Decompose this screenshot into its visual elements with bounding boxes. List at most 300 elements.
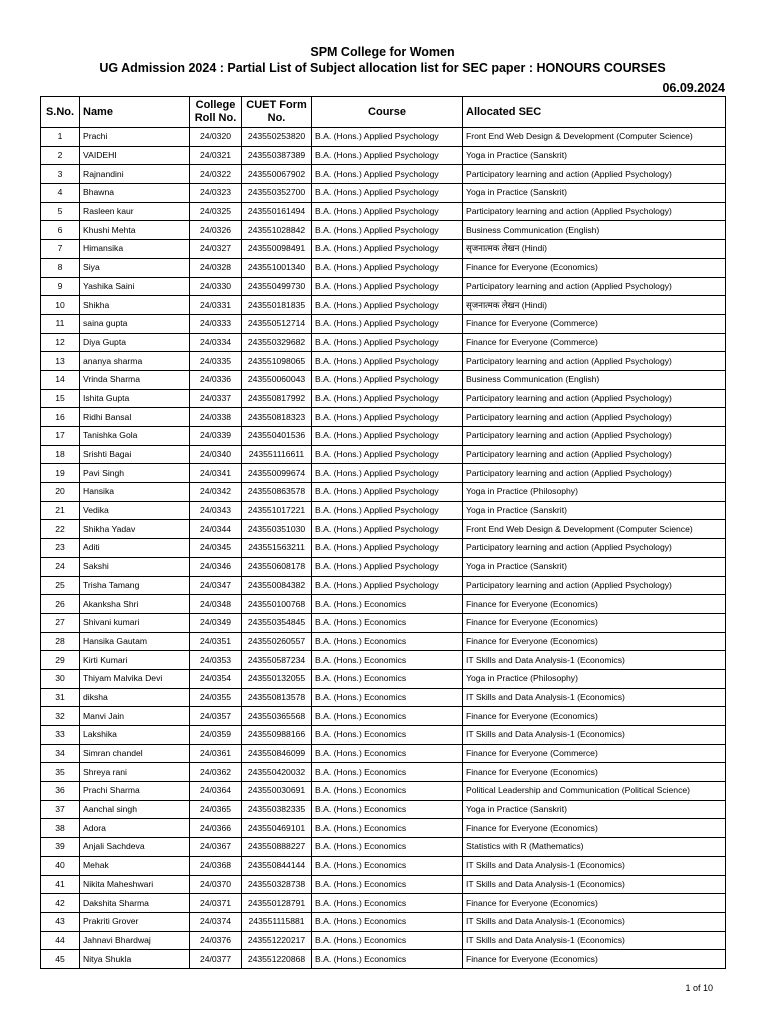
cell-roll-no: 24/0337 <box>190 389 242 408</box>
table-row <box>41 389 726 408</box>
cell-course: B.A. (Hons.) Economics <box>312 875 463 894</box>
cell-course: B.A. (Hons.) Applied Psychology <box>312 389 463 408</box>
cell-name: Shikha <box>80 296 190 315</box>
table-row <box>41 445 726 464</box>
cell-sno: 11 <box>41 314 80 333</box>
cell-course: B.A. (Hons.) Economics <box>312 950 463 969</box>
cell-name: ananya sharma <box>80 352 190 371</box>
table-row <box>41 856 726 875</box>
cell-course: B.A. (Hons.) Economics <box>312 744 463 763</box>
cell-name: Dakshita Sharma <box>80 894 190 913</box>
cell-roll-no: 24/0330 <box>190 277 242 296</box>
cell-roll-no: 24/0334 <box>190 333 242 352</box>
cell-name: Manvi Jain <box>80 707 190 726</box>
cell-name: Srishti Bagai <box>80 445 190 464</box>
table-row <box>41 464 726 483</box>
cell-roll-no: 24/0351 <box>190 632 242 651</box>
cell-cuet-form-no: 243550844144 <box>242 856 312 875</box>
cell-roll-no: 24/0347 <box>190 576 242 595</box>
cell-sno: 36 <box>41 782 80 801</box>
document-date: 06.09.2024 <box>662 81 725 95</box>
table-row <box>41 146 726 165</box>
cell-course: B.A. (Hons.) Applied Psychology <box>312 165 463 184</box>
cell-sno: 9 <box>41 277 80 296</box>
cell-course: B.A. (Hons.) Applied Psychology <box>312 483 463 502</box>
cell-name: Ridhi Bansal <box>80 408 190 427</box>
cell-name: diksha <box>80 688 190 707</box>
cell-allocated-sec: सृजनात्मक लेखन (Hindi) <box>463 296 726 315</box>
cell-allocated-sec: सृजनात्मक लेखन (Hindi) <box>463 240 726 259</box>
cell-name: Hansika Gautam <box>80 632 190 651</box>
cell-roll-no: 24/0323 <box>190 184 242 203</box>
cell-cuet-form-no: 243550128791 <box>242 894 312 913</box>
cell-course: B.A. (Hons.) Applied Psychology <box>312 352 463 371</box>
cell-name: Shivani kumari <box>80 613 190 632</box>
table-row <box>41 912 726 931</box>
cell-sno: 34 <box>41 744 80 763</box>
cell-name: Vedika <box>80 501 190 520</box>
cell-cuet-form-no: 243550067902 <box>242 165 312 184</box>
cell-allocated-sec: Business Communication (English) <box>463 370 726 389</box>
cell-roll-no: 24/0322 <box>190 165 242 184</box>
cell-sno: 32 <box>41 707 80 726</box>
cell-course: B.A. (Hons.) Applied Psychology <box>312 464 463 483</box>
cell-name: Akanksha Shri <box>80 595 190 614</box>
cell-roll-no: 24/0353 <box>190 651 242 670</box>
cell-allocated-sec: IT Skills and Data Analysis-1 (Economics) <box>463 912 726 931</box>
cell-cuet-form-no: 243550060043 <box>242 370 312 389</box>
cell-course: B.A. (Hons.) Applied Psychology <box>312 146 463 165</box>
cell-cuet-form-no: 243550161494 <box>242 202 312 221</box>
cell-sno: 20 <box>41 483 80 502</box>
cell-course: B.A. (Hons.) Economics <box>312 726 463 745</box>
table-row <box>41 950 726 969</box>
cell-roll-no: 24/0328 <box>190 258 242 277</box>
cell-cuet-form-no: 243550863578 <box>242 483 312 502</box>
col-header-roll-line1: College <box>195 99 236 111</box>
table-row <box>41 651 726 670</box>
cell-sno: 30 <box>41 669 80 688</box>
cell-roll-no: 24/0346 <box>190 557 242 576</box>
cell-course: B.A. (Hons.) Economics <box>312 894 463 913</box>
table-row <box>41 707 726 726</box>
col-header-cuet <box>242 97 312 128</box>
cell-course: B.A. (Hons.) Economics <box>312 763 463 782</box>
document-title: UG Admission 2024 : Partial List of Subject allocation list for SEC paper : HONOURS COURSES <box>99 61 666 75</box>
cell-name: VAIDEHI <box>80 146 190 165</box>
cell-course: B.A. (Hons.) Applied Psychology <box>312 576 463 595</box>
cell-cuet-form-no: 243550098491 <box>242 240 312 259</box>
cell-sno: 28 <box>41 632 80 651</box>
cell-allocated-sec: Front End Web Design & Development (Computer Science) <box>463 128 726 147</box>
cell-allocated-sec: Participatory learning and action (Applied Psychology) <box>463 539 726 558</box>
table-row <box>41 595 726 614</box>
cell-course: B.A. (Hons.) Applied Psychology <box>312 240 463 259</box>
table-row <box>41 875 726 894</box>
cell-allocated-sec: Finance for Everyone (Economics) <box>463 707 726 726</box>
col-header-roll-line2: Roll No. <box>194 112 237 124</box>
cell-cuet-form-no: 243551115881 <box>242 912 312 931</box>
cell-allocated-sec: Political Leadership and Communication (Political Science) <box>463 782 726 801</box>
cell-course: B.A. (Hons.) Economics <box>312 595 463 614</box>
cell-course: B.A. (Hons.) Economics <box>312 838 463 857</box>
col-header-cuet-line2: No. <box>267 112 286 124</box>
cell-cuet-form-no: 243550352700 <box>242 184 312 203</box>
cell-cuet-form-no: 243550132055 <box>242 669 312 688</box>
cell-roll-no: 24/0340 <box>190 445 242 464</box>
table-row <box>41 669 726 688</box>
cell-sno: 42 <box>41 894 80 913</box>
table-row <box>41 240 726 259</box>
cell-allocated-sec: Yoga in Practice (Sanskrit) <box>463 146 726 165</box>
cell-roll-no: 24/0325 <box>190 202 242 221</box>
cell-allocated-sec: Yoga in Practice (Sanskrit) <box>463 501 726 520</box>
cell-allocated-sec: Statistics with R (Mathematics) <box>463 838 726 857</box>
cell-name: Pavi Singh <box>80 464 190 483</box>
table-row <box>41 539 726 558</box>
cell-course: B.A. (Hons.) Applied Psychology <box>312 202 463 221</box>
cell-cuet-form-no: 243551116611 <box>242 445 312 464</box>
cell-sno: 22 <box>41 520 80 539</box>
table-row <box>41 819 726 838</box>
cell-sno: 2 <box>41 146 80 165</box>
cell-cuet-form-no: 243550512714 <box>242 314 312 333</box>
table-row <box>41 352 726 371</box>
cell-cuet-form-no: 243551563211 <box>242 539 312 558</box>
cell-course: B.A. (Hons.) Applied Psychology <box>312 445 463 464</box>
cell-name: Ishita Gupta <box>80 389 190 408</box>
cell-sno: 39 <box>41 838 80 857</box>
cell-roll-no: 24/0326 <box>190 221 242 240</box>
cell-allocated-sec: IT Skills and Data Analysis-1 (Economics) <box>463 931 726 950</box>
cell-roll-no: 24/0371 <box>190 894 242 913</box>
cell-cuet-form-no: 243550813578 <box>242 688 312 707</box>
col-header-sec: Allocated SEC <box>463 97 726 128</box>
col-header-name: Name <box>80 97 190 128</box>
cell-sno: 35 <box>41 763 80 782</box>
cell-name: Himansika <box>80 240 190 259</box>
cell-roll-no: 24/0320 <box>190 128 242 147</box>
allocation-table <box>40 96 726 969</box>
cell-allocated-sec: Yoga in Practice (Sanskrit) <box>463 184 726 203</box>
cell-roll-no: 24/0327 <box>190 240 242 259</box>
cell-name: Lakshika <box>80 726 190 745</box>
cell-cuet-form-no: 243551001340 <box>242 258 312 277</box>
document-header <box>40 44 725 76</box>
cell-cuet-form-no: 243550382335 <box>242 800 312 819</box>
cell-course: B.A. (Hons.) Applied Psychology <box>312 520 463 539</box>
cell-name: Tanishka Gola <box>80 427 190 446</box>
cell-cuet-form-no: 243551220868 <box>242 950 312 969</box>
cell-allocated-sec: Finance for Everyone (Economics) <box>463 950 726 969</box>
cell-name: Jahnavi Bhardwaj <box>80 931 190 950</box>
cell-sno: 8 <box>41 258 80 277</box>
cell-roll-no: 24/0359 <box>190 726 242 745</box>
cell-allocated-sec: Finance for Everyone (Commerce) <box>463 314 726 333</box>
cell-roll-no: 24/0335 <box>190 352 242 371</box>
cell-sno: 10 <box>41 296 80 315</box>
table-row <box>41 165 726 184</box>
table-row <box>41 221 726 240</box>
cell-course: B.A. (Hons.) Applied Psychology <box>312 408 463 427</box>
cell-name: Nitya Shukla <box>80 950 190 969</box>
cell-name: saina gupta <box>80 314 190 333</box>
cell-course: B.A. (Hons.) Applied Psychology <box>312 184 463 203</box>
cell-sno: 16 <box>41 408 80 427</box>
cell-allocated-sec: Yoga in Practice (Philosophy) <box>463 669 726 688</box>
table-row <box>41 277 726 296</box>
cell-sno: 44 <box>41 931 80 950</box>
cell-course: B.A. (Hons.) Economics <box>312 669 463 688</box>
cell-course: B.A. (Hons.) Applied Psychology <box>312 370 463 389</box>
page-number: 1 of 10 <box>685 983 713 993</box>
cell-roll-no: 24/0343 <box>190 501 242 520</box>
table-row <box>41 894 726 913</box>
cell-cuet-form-no: 243550469101 <box>242 819 312 838</box>
cell-roll-no: 24/0357 <box>190 707 242 726</box>
cell-roll-no: 24/0336 <box>190 370 242 389</box>
table-row <box>41 408 726 427</box>
table-row <box>41 501 726 520</box>
table-row <box>41 520 726 539</box>
cell-allocated-sec: IT Skills and Data Analysis-1 (Economics) <box>463 726 726 745</box>
table-row <box>41 184 726 203</box>
cell-cuet-form-no: 243550817992 <box>242 389 312 408</box>
cell-cuet-form-no: 243550420032 <box>242 763 312 782</box>
col-header-roll <box>190 97 242 128</box>
cell-allocated-sec: Participatory learning and action (Applied Psychology) <box>463 445 726 464</box>
cell-sno: 23 <box>41 539 80 558</box>
cell-allocated-sec: Yoga in Practice (Sanskrit) <box>463 800 726 819</box>
cell-roll-no: 24/0362 <box>190 763 242 782</box>
cell-cuet-form-no: 243550499730 <box>242 277 312 296</box>
cell-roll-no: 24/0345 <box>190 539 242 558</box>
cell-sno: 38 <box>41 819 80 838</box>
cell-cuet-form-no: 243550988166 <box>242 726 312 745</box>
cell-name: Bhawna <box>80 184 190 203</box>
cell-course: B.A. (Hons.) Economics <box>312 707 463 726</box>
cell-roll-no: 24/0368 <box>190 856 242 875</box>
cell-course: B.A. (Hons.) Applied Psychology <box>312 333 463 352</box>
cell-course: B.A. (Hons.) Applied Psychology <box>312 296 463 315</box>
cell-cuet-form-no: 243550329682 <box>242 333 312 352</box>
cell-sno: 40 <box>41 856 80 875</box>
cell-sno: 4 <box>41 184 80 203</box>
table-row <box>41 128 726 147</box>
cell-roll-no: 24/0374 <box>190 912 242 931</box>
table-row <box>41 688 726 707</box>
cell-cuet-form-no: 243550253820 <box>242 128 312 147</box>
cell-course: B.A. (Hons.) Economics <box>312 632 463 651</box>
cell-cuet-form-no: 243550181835 <box>242 296 312 315</box>
cell-sno: 13 <box>41 352 80 371</box>
cell-roll-no: 24/0377 <box>190 950 242 969</box>
cell-cuet-form-no: 243550818323 <box>242 408 312 427</box>
cell-course: B.A. (Hons.) Economics <box>312 613 463 632</box>
cell-allocated-sec: Finance for Everyone (Economics) <box>463 763 726 782</box>
cell-name: Prakriti Grover <box>80 912 190 931</box>
cell-allocated-sec: Participatory learning and action (Applied Psychology) <box>463 576 726 595</box>
cell-allocated-sec: IT Skills and Data Analysis-1 (Economics) <box>463 651 726 670</box>
cell-name: Aanchal singh <box>80 800 190 819</box>
cell-sno: 7 <box>41 240 80 259</box>
cell-name: Prachi Sharma <box>80 782 190 801</box>
cell-name: Anjali Sachdeva <box>80 838 190 857</box>
cell-allocated-sec: IT Skills and Data Analysis-1 (Economics) <box>463 875 726 894</box>
cell-name: Yashika Saini <box>80 277 190 296</box>
cell-roll-no: 24/0364 <box>190 782 242 801</box>
cell-name: Thiyam Malvika Devi <box>80 669 190 688</box>
cell-cuet-form-no: 243550354845 <box>242 613 312 632</box>
table-row <box>41 483 726 502</box>
cell-name: Siya <box>80 258 190 277</box>
table-row <box>41 314 726 333</box>
cell-roll-no: 24/0354 <box>190 669 242 688</box>
cell-cuet-form-no: 243550888227 <box>242 838 312 857</box>
cell-roll-no: 24/0331 <box>190 296 242 315</box>
cell-sno: 33 <box>41 726 80 745</box>
cell-allocated-sec: Finance for Everyone (Economics) <box>463 819 726 838</box>
cell-name: Shreya rani <box>80 763 190 782</box>
cell-name: Khushi Mehta <box>80 221 190 240</box>
cell-sno: 41 <box>41 875 80 894</box>
cell-name: Prachi <box>80 128 190 147</box>
cell-roll-no: 24/0342 <box>190 483 242 502</box>
table-row <box>41 427 726 446</box>
cell-roll-no: 24/0333 <box>190 314 242 333</box>
cell-name: Vrinda Sharma <box>80 370 190 389</box>
cell-course: B.A. (Hons.) Applied Psychology <box>312 221 463 240</box>
table-row <box>41 296 726 315</box>
cell-sno: 45 <box>41 950 80 969</box>
cell-sno: 27 <box>41 613 80 632</box>
cell-allocated-sec: Yoga in Practice (Sanskrit) <box>463 557 726 576</box>
cell-cuet-form-no: 243550084382 <box>242 576 312 595</box>
cell-cuet-form-no: 243550365568 <box>242 707 312 726</box>
cell-name: Hansika <box>80 483 190 502</box>
cell-cuet-form-no: 243550401536 <box>242 427 312 446</box>
table-row <box>41 800 726 819</box>
cell-course: B.A. (Hons.) Applied Psychology <box>312 539 463 558</box>
cell-allocated-sec: Finance for Everyone (Economics) <box>463 595 726 614</box>
cell-roll-no: 24/0370 <box>190 875 242 894</box>
cell-allocated-sec: Participatory learning and action (Applied Psychology) <box>463 427 726 446</box>
cell-cuet-form-no: 243551098065 <box>242 352 312 371</box>
cell-sno: 29 <box>41 651 80 670</box>
cell-allocated-sec: Finance for Everyone (Economics) <box>463 613 726 632</box>
cell-course: B.A. (Hons.) Economics <box>312 651 463 670</box>
cell-course: B.A. (Hons.) Applied Psychology <box>312 128 463 147</box>
table-row <box>41 726 726 745</box>
table-row <box>41 576 726 595</box>
table-row <box>41 333 726 352</box>
cell-name: Kirti Kumari <box>80 651 190 670</box>
table-row <box>41 613 726 632</box>
cell-allocated-sec: Participatory learning and action (Applied Psychology) <box>463 408 726 427</box>
cell-sno: 6 <box>41 221 80 240</box>
cell-sno: 3 <box>41 165 80 184</box>
cell-allocated-sec: Yoga in Practice (Philosophy) <box>463 483 726 502</box>
cell-roll-no: 24/0349 <box>190 613 242 632</box>
cell-roll-no: 24/0376 <box>190 931 242 950</box>
table-row <box>41 370 726 389</box>
cell-allocated-sec: Finance for Everyone (Economics) <box>463 258 726 277</box>
cell-sno: 37 <box>41 800 80 819</box>
cell-sno: 18 <box>41 445 80 464</box>
cell-allocated-sec: Participatory learning and action (Applied Psychology) <box>463 352 726 371</box>
cell-name: Aditi <box>80 539 190 558</box>
cell-cuet-form-no: 243550100768 <box>242 595 312 614</box>
table-row <box>41 557 726 576</box>
cell-name: Mehak <box>80 856 190 875</box>
cell-name: Rajnandini <box>80 165 190 184</box>
cell-cuet-form-no: 243550351030 <box>242 520 312 539</box>
cell-course: B.A. (Hons.) Economics <box>312 931 463 950</box>
cell-allocated-sec: Business Communication (English) <box>463 221 726 240</box>
cell-allocated-sec: Participatory learning and action (Applied Psychology) <box>463 277 726 296</box>
cell-roll-no: 24/0367 <box>190 838 242 857</box>
table-row <box>41 838 726 857</box>
cell-allocated-sec: Finance for Everyone (Economics) <box>463 632 726 651</box>
table-row <box>41 931 726 950</box>
cell-sno: 25 <box>41 576 80 595</box>
cell-cuet-form-no: 243550328738 <box>242 875 312 894</box>
college-name: SPM College for Women <box>310 45 455 59</box>
cell-sno: 17 <box>41 427 80 446</box>
cell-roll-no: 24/0348 <box>190 595 242 614</box>
cell-sno: 19 <box>41 464 80 483</box>
cell-course: B.A. (Hons.) Applied Psychology <box>312 427 463 446</box>
cell-course: B.A. (Hons.) Economics <box>312 819 463 838</box>
cell-sno: 12 <box>41 333 80 352</box>
cell-roll-no: 24/0344 <box>190 520 242 539</box>
cell-sno: 15 <box>41 389 80 408</box>
cell-cuet-form-no: 243551017221 <box>242 501 312 520</box>
cell-allocated-sec: Front End Web Design & Development (Computer Science) <box>463 520 726 539</box>
cell-sno: 1 <box>41 128 80 147</box>
cell-sno: 31 <box>41 688 80 707</box>
cell-sno: 24 <box>41 557 80 576</box>
cell-cuet-form-no: 243550587234 <box>242 651 312 670</box>
cell-roll-no: 24/0365 <box>190 800 242 819</box>
cell-course: B.A. (Hons.) Applied Psychology <box>312 501 463 520</box>
cell-allocated-sec: Finance for Everyone (Commerce) <box>463 333 726 352</box>
cell-sno: 14 <box>41 370 80 389</box>
cell-sno: 43 <box>41 912 80 931</box>
cell-allocated-sec: IT Skills and Data Analysis-1 (Economics) <box>463 856 726 875</box>
table-row <box>41 632 726 651</box>
cell-course: B.A. (Hons.) Economics <box>312 782 463 801</box>
cell-roll-no: 24/0366 <box>190 819 242 838</box>
table-row <box>41 782 726 801</box>
cell-cuet-form-no: 243550846099 <box>242 744 312 763</box>
cell-course: B.A. (Hons.) Economics <box>312 856 463 875</box>
cell-name: Adora <box>80 819 190 838</box>
table-header-row <box>41 97 726 128</box>
cell-course: B.A. (Hons.) Economics <box>312 688 463 707</box>
cell-cuet-form-no: 243550608178 <box>242 557 312 576</box>
cell-name: Shikha Yadav <box>80 520 190 539</box>
cell-allocated-sec: Finance for Everyone (Economics) <box>463 894 726 913</box>
cell-allocated-sec: Finance for Everyone (Commerce) <box>463 744 726 763</box>
cell-course: B.A. (Hons.) Applied Psychology <box>312 277 463 296</box>
cell-course: B.A. (Hons.) Economics <box>312 912 463 931</box>
cell-course: B.A. (Hons.) Applied Psychology <box>312 557 463 576</box>
cell-name: Rasleen kaur <box>80 202 190 221</box>
cell-cuet-form-no: 243550387389 <box>242 146 312 165</box>
cell-roll-no: 24/0338 <box>190 408 242 427</box>
cell-allocated-sec: IT Skills and Data Analysis-1 (Economics) <box>463 688 726 707</box>
